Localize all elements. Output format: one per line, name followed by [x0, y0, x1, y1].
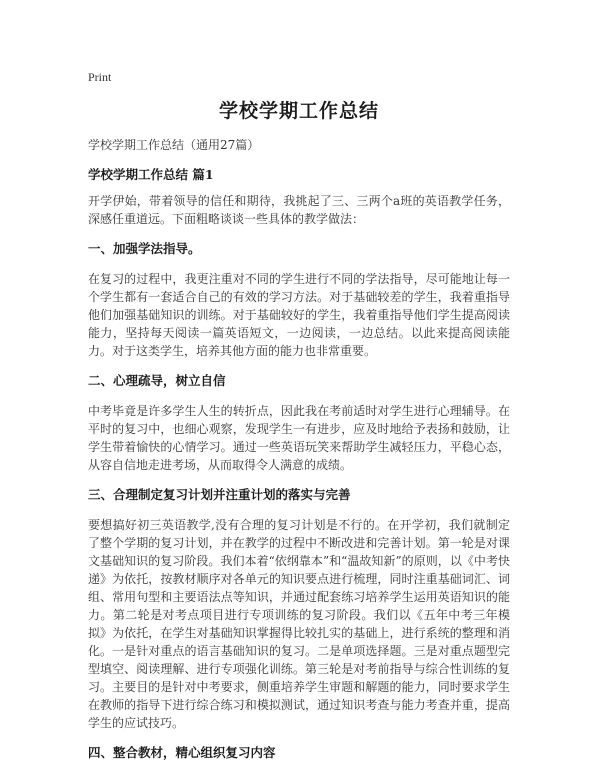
section-body-3: 要想搞好初三英语教学,没有合理的复习计划是不行的。在开学初，我们就制定了整个学期的复习计划，并在教学的过程中不断改进和完善计划。第一轮是对课文基础知识的复习阶段。我们本着“依纲靠本”和“温故知新”的原则，以《中考快递》为依托，按教材顺序对各单元的知识要点进行梳理，同时注重基础词汇、词组、常用句型和主要语法点等知识，并通过配套练习培养学生运用英语知识的能力。第二轮是对考点项目进行专项训练的复习阶段。我们以《五年中考三年模拟》为依托，在学生对基础知识掌握得比较扎实的基础上，进行系统的整理和消化。一是针对重点的语言基础知识的复习。二是单项选择题。三是对重点题型完型填空、阅读理解、进行专项强化训练。第三轮是对考前指导与综合性训练的复习。主要目的是针对中考要求，侧重培养学生审题和解题的能力，同时要求学生在教师的指导下进行综合练习和模拟测试，通过知识考查与能力考查并重，提高学生的应试技巧。: [88, 518, 510, 730]
section-heading-3: 三、合理制定复习计划并注重计划的落实与完善: [88, 487, 351, 502]
print-label: Print: [88, 70, 112, 84]
section-body-2: 中考毕竟是许多学生人生的转折点，因此我在考前适时对学生进行心理辅导。在平时的复习中，也细心观察，发现学生一有进步，应及时地给予表扬和鼓励，让学生带着愉快的心情学习。通过一些英语玩笑来帮助学生减轻压力，平稳心态，从容自信地走进考场，从而取得令人满意的成绩。: [88, 404, 510, 472]
document-subtitle: 学校学期工作总结（通用27篇）: [88, 138, 260, 152]
section-heading-4: 四、整合教材，精心组织复习内容: [88, 745, 276, 760]
section-body-1: 在复习的过程中，我更注重对不同的学生进行不同的学法指导，尽可能地让每一个学生都有一套适合自己的有效的学习方法。对于基础较差的学生，我着重指导他们加强基础知识的训练。对于基础较好的学生，我着重指导他们学生提高阅读能力，坚持每天阅读一篇英语短文，一边阅读，一边总结。以此来提高阅读能力。对于这类学生，培养其他方面的能力也非常重要。: [88, 272, 510, 358]
section-heading-2: 二、心理疏导，树立自信: [88, 373, 226, 388]
section-heading-1: 一、加强学法指导。: [88, 241, 201, 256]
intro-paragraph: 开学伊始，带着领导的信任和期待，我挑起了三、三两个a班的英语教学任务，深感任重道远。下面粗略谈谈一些具体的教学做法：: [88, 194, 510, 226]
chapter-heading: 学校学期工作总结 篇1: [88, 167, 214, 182]
document-title: 学校学期工作总结: [218, 100, 379, 122]
